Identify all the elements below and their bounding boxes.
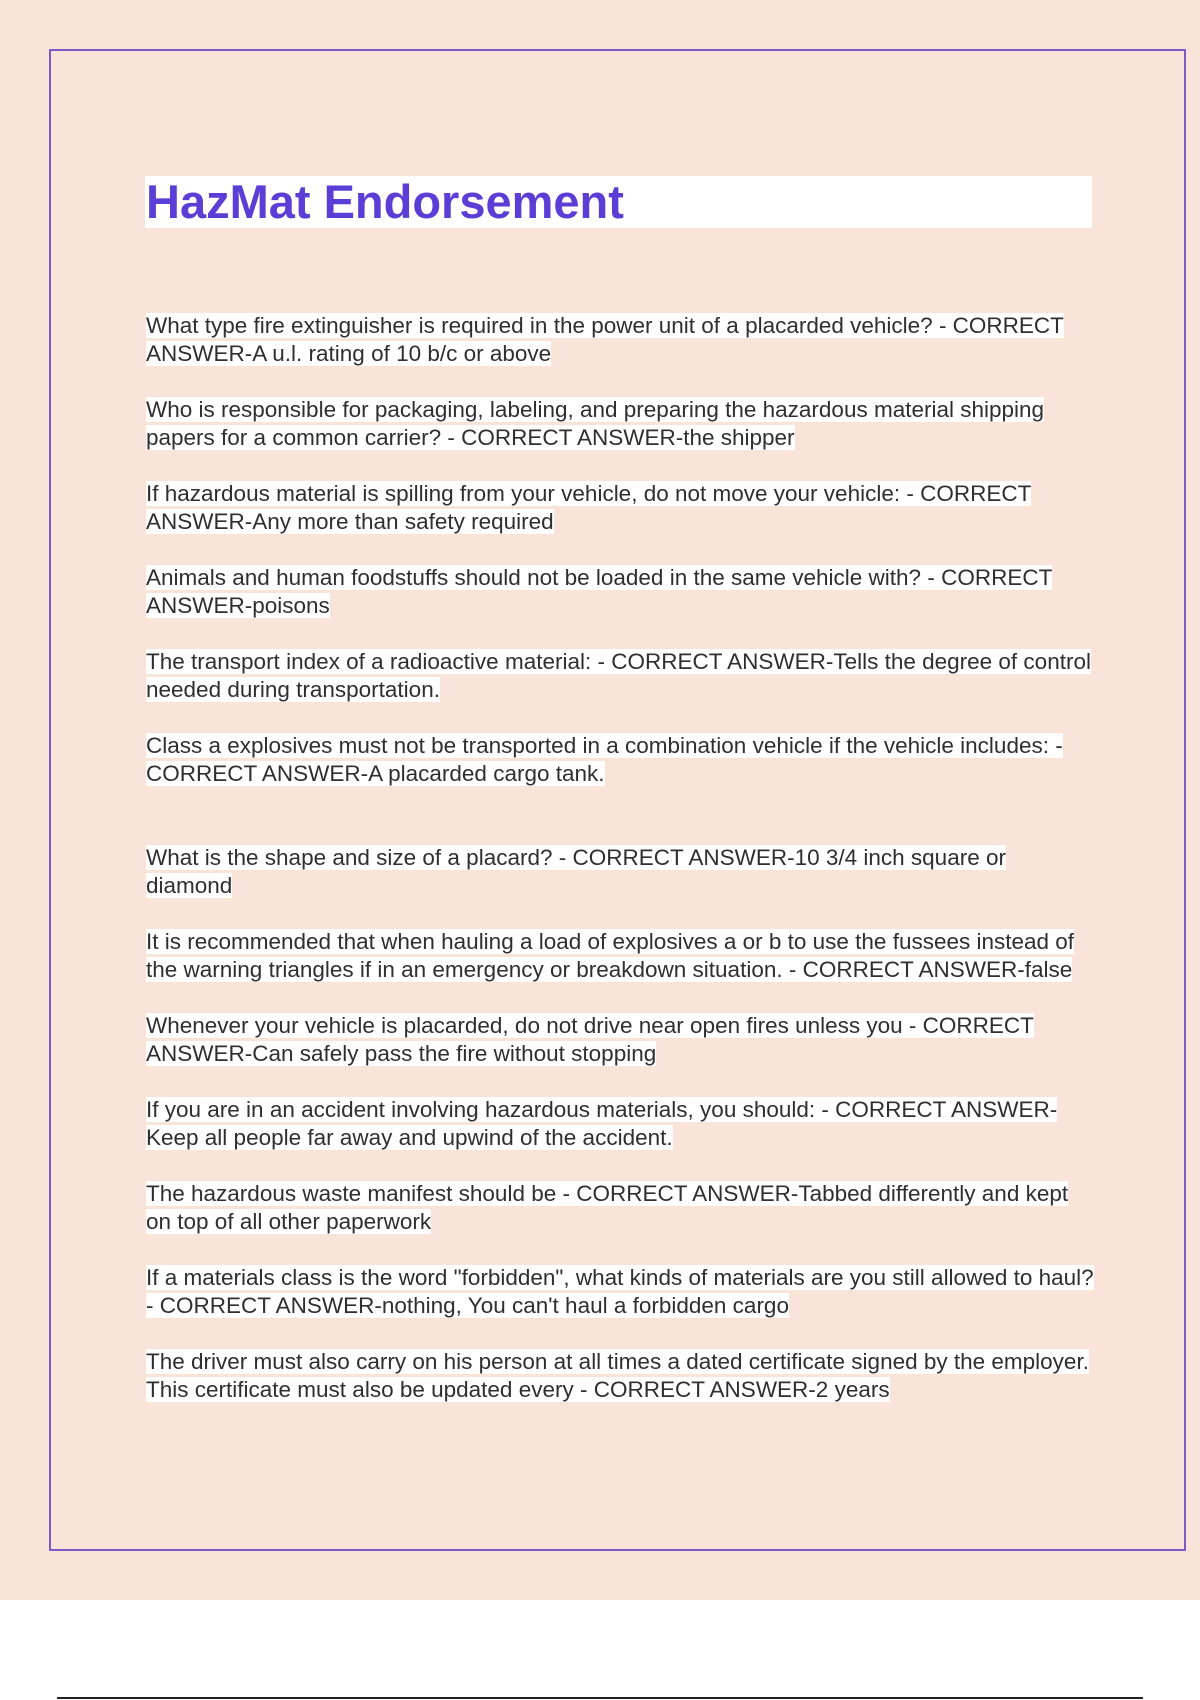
qa-entry (146, 1096, 1096, 1152)
qa-entry-text: If you are in an accident involving hazardous materials, you should: - CORRECT ANSWER-Keep all people far away and upwind of the accident. (146, 1097, 1058, 1150)
qa-entry-text: Animals and human foodstuffs should not be loaded in the same vehicle with? - CORRECT ANSWER-poisons (146, 565, 1053, 618)
qa-entry (146, 928, 1096, 984)
qa-entry-text: Who is responsible for packaging, labeling, and preparing the hazardous material shipping papers for a common carrier? - CORRECT ANSWER-the shipper (146, 397, 1045, 450)
qa-entry (146, 732, 1096, 788)
qa-entry-text: What type fire extinguisher is required in the power unit of a placarded vehicle? - CORRECT ANSWER-A u.l. rating of 10 b/c or above (146, 313, 1064, 366)
qa-entry-text: What is the shape and size of a placard? - CORRECT ANSWER-10 3/4 inch square or diamond (146, 845, 1006, 898)
page-title: HazMat Endorsement (146, 175, 624, 228)
qa-entry (146, 1180, 1096, 1236)
qa-entry-text: Class a explosives must not be transported in a combination vehicle if the vehicle includes: - CORRECT ANSWER-A placarded cargo tank. (146, 733, 1063, 786)
qa-list (146, 312, 1096, 1432)
qa-entry (146, 1348, 1096, 1404)
qa-entry-text: The transport index of a radioactive material: - CORRECT ANSWER-Tells the degree of control needed during transportation. (146, 649, 1091, 702)
footer-rule (57, 1697, 1143, 1699)
qa-entry (146, 564, 1096, 620)
qa-entry-text: The driver must also carry on his person at all times a dated certificate signed by the employer. This certificate must also be updated every - CORRECT ANSWER-2 years (146, 1349, 1089, 1402)
qa-entry (146, 1264, 1096, 1320)
qa-entry-text: The hazardous waste manifest should be - CORRECT ANSWER-Tabbed differently and kept on top of all other paperwork (146, 1181, 1069, 1234)
qa-entry-text: If hazardous material is spilling from your vehicle, do not move your vehicle: - CORRECT ANSWER-Any more than safety required (146, 481, 1032, 534)
qa-entry (146, 312, 1096, 368)
qa-entry-text: It is recommended that when hauling a load of explosives a or b to use the fussees instead of the warning triangles if in an emergency or breakdown situation. - CORRECT ANSWER-false (146, 929, 1075, 982)
qa-entry-text: Whenever your vehicle is placarded, do not drive near open fires unless you - CORRECT ANSWER-Can safely pass the fire without stopping (146, 1013, 1034, 1066)
qa-entry (146, 648, 1096, 704)
qa-entry (146, 1012, 1096, 1068)
qa-entry (146, 844, 1096, 900)
qa-entry (146, 480, 1096, 536)
qa-entry (146, 396, 1096, 452)
qa-entry-text: If a materials class is the word "forbidden", what kinds of materials are you still allowed to haul? - CORRECT ANSWER-nothing, You can't haul a forbidden cargo (146, 1265, 1094, 1318)
